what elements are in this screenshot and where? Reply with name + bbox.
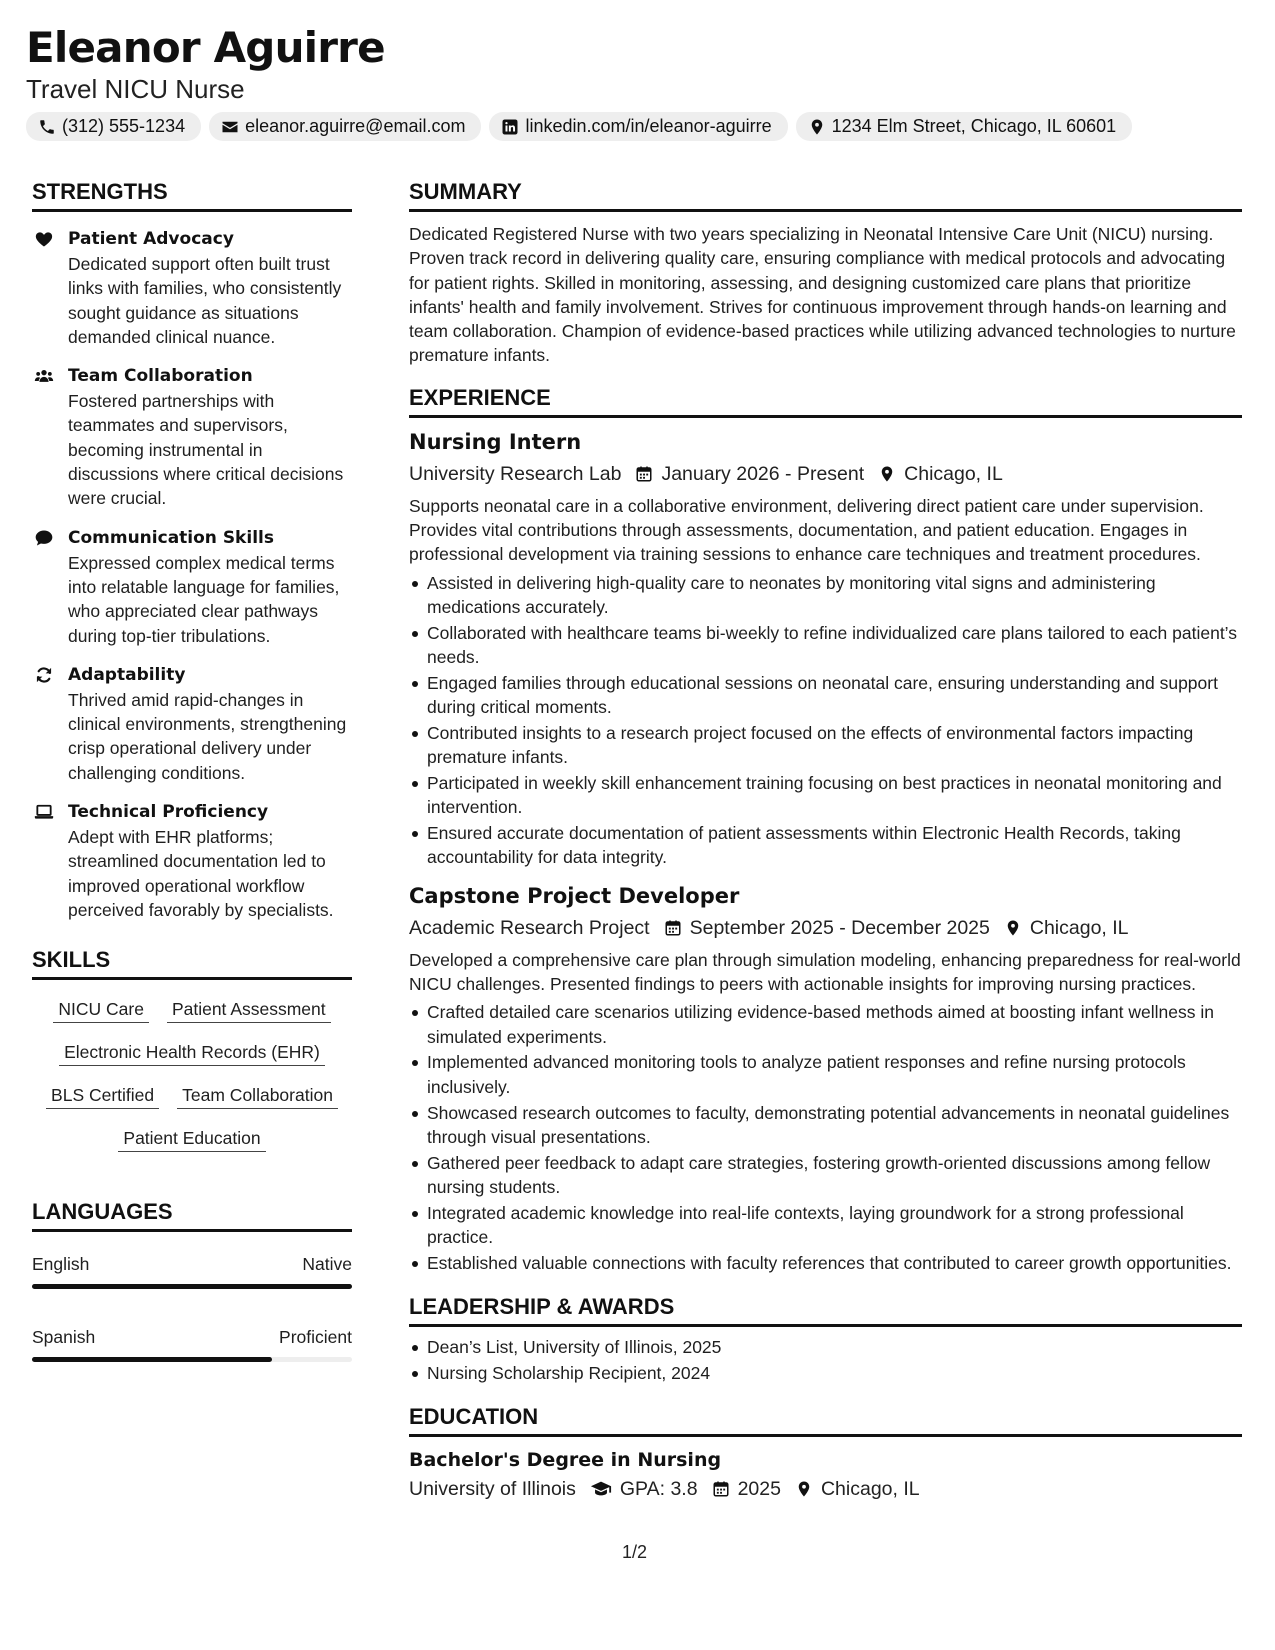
strength-title: Team Collaboration: [68, 366, 253, 387]
job-org: University Research Lab: [409, 462, 622, 485]
summary-text: Dedicated Registered Nurse with two years specializing in Neonatal Intensive Care Unit (NICU) nursing. Proven track record in delivering quality care, ensuring compliance with medical protocols and advocating for patient rights. Skilled in monitoring, assessing, and designing customized care plans that prioritize infants' health and family involvement. Strives for continuous improvement through hands-on learning and team collaboration. Champion of evidence-based practices while utilizing advanced technologies to nurture premature infants.: [409, 224, 1236, 366]
job-org: Academic Research Project: [409, 916, 650, 939]
strength-title: Technical Proficiency: [68, 802, 269, 823]
strength-desc: Adept with EHR platforms; streamlined documentation led to improved operational workflow perceived favorably by specialists.: [68, 827, 334, 920]
skills-list: [32, 996, 352, 1152]
language-item: [32, 1325, 352, 1362]
list-item: Contributed insights to a research project focused on the effects of environmental factors impacting premature infants.: [409, 721, 1242, 770]
skills-heading: SKILLS: [32, 946, 352, 980]
calendar-icon: [712, 1480, 730, 1498]
map-pin-icon: [808, 118, 826, 136]
skill-tag: BLS Certified: [46, 1082, 159, 1109]
users-icon: [34, 366, 54, 386]
phone-icon: [38, 118, 56, 136]
awards-list: [409, 1335, 1242, 1385]
job-location: Chicago, IL: [904, 462, 1003, 485]
list-item: Established valuable connections with faculty references that contributed to career growth opportunities.: [409, 1251, 1242, 1275]
language-level: Native: [302, 1254, 352, 1275]
gpa: GPA: 3.8: [619, 1478, 698, 1501]
language-level-fill: [32, 1284, 352, 1289]
left-column: [32, 178, 352, 1362]
job-entry: [409, 882, 1242, 1275]
education-meta: [409, 1475, 1242, 1503]
job-title: Nursing Intern: [409, 429, 582, 454]
calendar-icon: [635, 465, 653, 483]
graduation-year: 2025: [737, 1478, 781, 1501]
job-meta: [409, 460, 1242, 488]
list-item: Collaborated with healthcare teams bi-weekly to refine individualized care plans tailored to each patient’s needs.: [409, 621, 1242, 670]
strength-item: [32, 226, 352, 349]
contact-email-text: eleanor.aguirre@email.com: [245, 116, 466, 136]
skill-tag: Patient Assessment: [167, 996, 331, 1023]
school-location: Chicago, IL: [820, 1478, 920, 1501]
strength-desc: Expressed complex medical terms into relatable language for families, who appreciated clear pathways during top-tier tribulations.: [68, 552, 340, 646]
contact-bar: [26, 112, 1246, 141]
education-heading: EDUCATION: [409, 1403, 1242, 1437]
skill-tag: Electronic Health Records (EHR): [59, 1039, 325, 1066]
list-item: Implemented advanced monitoring tools to analyze patient responses and refine nursing protocols inclusively.: [409, 1050, 1242, 1099]
language-level-bar: [32, 1284, 352, 1289]
strength-item: [32, 799, 352, 922]
strengths-heading: STRENGTHS: [32, 178, 352, 212]
candidate-name: Eleanor Aguirre: [26, 23, 385, 72]
language-level-bar: [32, 1357, 352, 1362]
strength-title: Communication Skills: [68, 527, 274, 548]
job-location: Chicago, IL: [1029, 916, 1129, 939]
job-bullets: [409, 1000, 1242, 1275]
list-item: Ensured accurate documentation of patient assessments within Electronic Health Records, taking accountability for data integrity.: [409, 821, 1242, 870]
contact-address-text: 1234 Elm Street, Chicago, IL 60601: [831, 116, 1117, 136]
languages-heading: LANGUAGES: [32, 1198, 352, 1232]
language-name: English: [32, 1254, 90, 1275]
job-headline: Travel NICU Nurse: [26, 74, 245, 104]
degree-title: Bachelor's Degree in Nursing: [409, 1449, 722, 1472]
language-item: [32, 1252, 352, 1289]
list-item: Showcased research outcomes to faculty, demonstrating potential advancements in neonatal guidelines through visual presentations.: [409, 1101, 1242, 1150]
contact-linkedin[interactable]: [489, 112, 787, 141]
strength-desc: Dedicated support often built trust links with families, who consistently sought guidance as situations demanded clinical nuance.: [68, 254, 342, 347]
list-item: Dean’s List, University of Illinois, 2025: [409, 1335, 1242, 1359]
heart-icon: [34, 229, 54, 249]
resume-header: [26, 22, 1246, 141]
job-meta: [409, 914, 1242, 942]
graduation-cap-icon: [590, 1478, 612, 1500]
language-level: Proficient: [279, 1327, 352, 1348]
list-item: Gathered peer feedback to adapt care strategies, fostering growth-oriented discussions among fellow nursing students.: [409, 1151, 1242, 1200]
strength-title: Patient Advocacy: [68, 229, 234, 249]
experience-heading: EXPERIENCE: [409, 384, 1242, 418]
linkedin-icon: [501, 118, 519, 136]
strength-desc: Fostered partnerships with teammates and supervisors, becoming instrumental in discussions where critical decisions were crucial.: [68, 391, 344, 509]
list-item: Crafted detailed care scenarios utilizing evidence-based methods aimed at boosting infant wellness in simulated experiments.: [409, 1000, 1242, 1049]
summary-heading: SUMMARY: [409, 178, 1242, 212]
strength-item: [32, 662, 352, 785]
awards-heading: LEADERSHIP & AWARDS: [409, 1293, 1242, 1327]
language-level-fill: [32, 1357, 272, 1362]
contact-linkedin-text: linkedin.com/in/eleanor-aguirre: [525, 116, 772, 136]
list-item: Participated in weekly skill enhancement training focusing on best practices in neonatal monitoring and intervention.: [409, 771, 1242, 820]
strength-item: [32, 363, 352, 510]
speech-bubble-icon: [34, 528, 54, 548]
right-column: [409, 178, 1242, 1503]
job-dates: September 2025 - December 2025: [689, 916, 990, 939]
job-description: Supports neonatal care in a collaborative environment, delivering direct patient care under supervision. Provides vital contributions through assessments, documentation, and patient education. Engages in professional development via training sessions to enhance care techniques and treatment procedures.: [409, 495, 1204, 565]
map-pin-icon: [1004, 919, 1022, 937]
language-name: Spanish: [32, 1327, 96, 1348]
sync-icon: [34, 665, 54, 685]
strength-desc: Thrived amid rapid-changes in clinical environments, strengthening crisp operational delivery under challenging conditions.: [68, 689, 347, 783]
skill-tag: NICU Care: [53, 996, 149, 1023]
job-description: Developed a comprehensive care plan through simulation modeling, enhancing preparedness for real-world NICU challenges. Presented findings to peers with actionable insights for improving nursing practices.: [409, 949, 1241, 995]
contact-address[interactable]: [796, 112, 1133, 141]
contact-phone-text: (312) 555-1234: [62, 116, 186, 136]
envelope-icon: [221, 118, 239, 136]
contact-phone[interactable]: [26, 112, 201, 141]
job-entry: [409, 428, 1242, 870]
laptop-icon: [34, 802, 54, 822]
list-item: Integrated academic knowledge into real-life contexts, laying groundwork for a strong professional practice.: [409, 1201, 1242, 1250]
school-name: University of Illinois: [409, 1478, 576, 1501]
strength-item: [32, 525, 352, 648]
job-title: Capstone Project Developer: [409, 883, 740, 908]
list-item: Nursing Scholarship Recipient, 2024: [409, 1361, 1242, 1385]
strength-title: Adaptability: [68, 664, 186, 685]
skill-tag: Patient Education: [118, 1125, 265, 1152]
map-pin-icon: [878, 465, 896, 483]
page-number: 1/2: [622, 1542, 648, 1562]
contact-email[interactable]: [209, 112, 481, 141]
map-pin-icon: [795, 1480, 813, 1498]
job-dates: January 2026 - Present: [661, 462, 865, 485]
list-item: Assisted in delivering high-quality care to neonates by monitoring vital signs and administering medications accurately.: [409, 571, 1242, 620]
list-item: Engaged families through educational sessions on neonatal care, ensuring understanding and support during critical moments.: [409, 671, 1242, 720]
calendar-icon: [664, 919, 682, 937]
job-bullets: [409, 571, 1242, 870]
skill-tag: Team Collaboration: [177, 1082, 338, 1109]
